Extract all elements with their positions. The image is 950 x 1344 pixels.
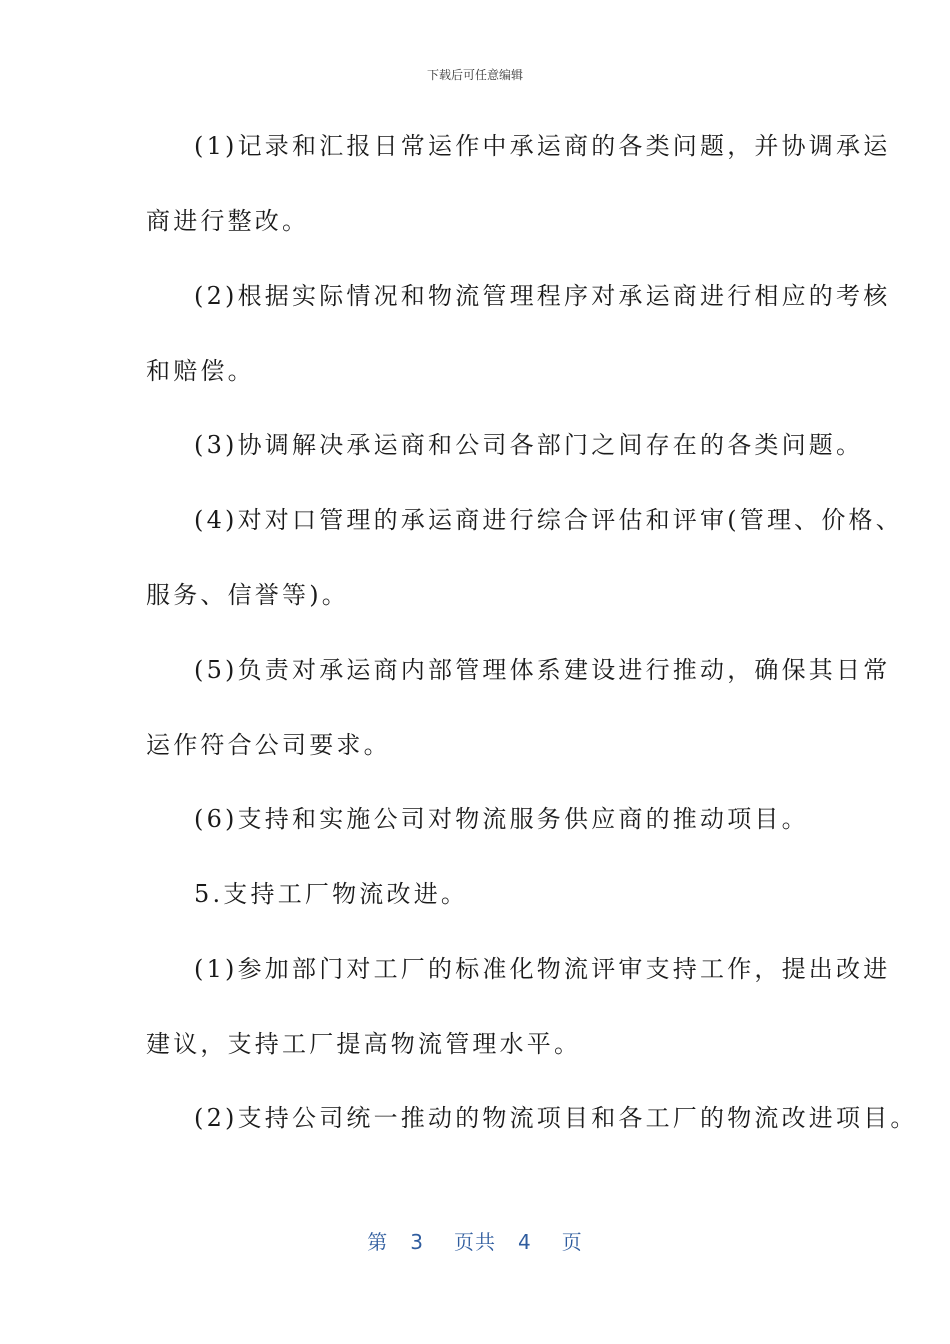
footer-total-pages: 4 [518,1230,532,1254]
paragraph-line: (6)支持和实施公司对物流服务供应商的推动项目。 [194,805,809,833]
paragraph-line: (2)支持公司统一推动的物流项目和各工厂的物流改进项目。 [194,1104,918,1132]
section-heading: 5.支持工厂物流改进。 [194,880,469,908]
paragraph-line: 服务、信誉等)。 [146,581,349,609]
footer-page-number: 3 [410,1230,424,1254]
paragraph-line: (1)参加部门对工厂的标准化物流评审支持工作，提出改进 [194,955,891,983]
paragraph-line: 运作符合公司要求。 [146,731,391,759]
page-header-note: 下载后可任意编辑 [426,68,523,82]
paragraph-line: 商进行整改。 [146,207,310,235]
footer-middle: 页共 [454,1230,496,1254]
paragraph-line: (2)根据实际情况和物流管理程序对承运商进行相应的考核 [194,282,891,310]
paragraph-line: 和赔偿。 [146,357,255,385]
paragraph-line: 建议，支持工厂提高物流管理水平。 [146,1030,582,1058]
paragraph-line: (3)协调解决承运商和公司各部门之间存在的各类问题。 [194,431,864,459]
footer-suffix: 页 [561,1230,583,1254]
page-footer [0,1226,950,1255]
paragraph-line: (5)负责对承运商内部管理体系建设进行推动，确保其日常 [194,656,891,684]
paragraph-line: (4)对对口管理的承运商进行综合评估和评审(管理、价格、 [194,506,903,534]
paragraph-line: (1)记录和汇报日常运作中承运商的各类问题，并协调承运 [194,132,891,160]
footer-prefix: 第 [367,1230,389,1254]
